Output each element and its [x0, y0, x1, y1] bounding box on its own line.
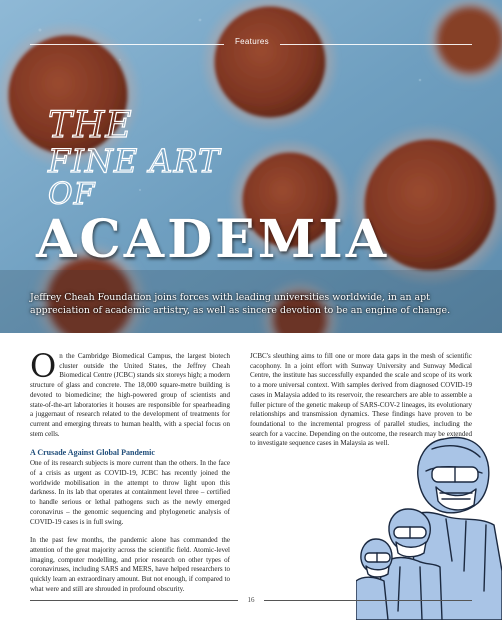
title-main-word: ACADEMIA: [36, 209, 390, 270]
paragraph-jcbc: JCBC's sleuthing aims to fill one or more data gaps in the mesh of scientific cacophony. In a joint effort with Sunway University and Sunway Medical Centre, the institute has successfully expanded the scale and scope of its work to a more universal context. With samples derived from diagnosed COVID-19 cases in Malaysia added to its reservoir, the researchers are able to assemble a fuller picture of the genetic makeup of SARS-COV-2 lineages, its evolutionary relationships and transmission dynamics. These findings have proven to be foundational to the incremental progress of parallel studies, including the search for a vaccine. Depending on the outcome, the research may be extended to investigate sequence cases in Malaysia as well.: [250, 352, 472, 448]
drop-cap: O: [30, 347, 57, 385]
paragraph-intro: [30, 347, 230, 439]
title-line-the: THE: [48, 105, 133, 146]
article-subtitle: Jeffrey Cheah Foundation joins forces with leading universities worldwide, in an apt appreciation of academic artistry, as well as sincere devotion to be an engine of change.: [30, 292, 451, 316]
paragraph-pandemic: In the past few months, the pandemic alone has commanded the attention of the great majority across the scientific field. Atomic-level imaging, computer modelling, and prior research on other types of coronaviruses, including SARS and MERS, have helped researchers to quickly learn an extraordinary amount. But not enough, if compared to what were and still are shrouded in profound obscurity.: [30, 536, 230, 593]
paragraph-intro-text: n the Cambridge Biomedical Campus, the largest biotech cluster outside the United States, the Jeffrey Cheah Biomedical Centre (JCBC) stands six storeys high; a modern structure of glass and concrete. The 18,000 square-metre building is devoted to biomedicine; the high-powered group of scientists and state-of-the-art laboratories it houses are responsible for spearheading a juggernaut of research related to the development of treatments for current and emerging threats to human health, with a special focus on stem cells.: [30, 352, 230, 438]
header-rule-left: [30, 44, 224, 45]
article-column-left: [30, 347, 230, 603]
title-line-fine-art: FINE ART: [48, 142, 221, 180]
title-line-of: OF: [48, 177, 96, 212]
header-rule-right: [280, 44, 472, 45]
page-number: 16: [247, 596, 255, 604]
section-label: Features: [235, 37, 269, 46]
paragraph-crusade: One of its research subjects is more current than the others. In the face of a crisis as urgent as COVID-19, JCBC has recently joined the worldwide mobilisation in the attempt to throw light upon this darkness. In its lab that operates at containment level three – certified to handle serious or lethal pathogens such as the newly emerged coronavirus – the genomic sequencing and phylogenetic analysis of COVID-19 cases is in full swing.: [30, 459, 230, 526]
footer-rule-left: [30, 600, 238, 601]
footer-rule-right: [264, 600, 472, 601]
section-heading: A Crusade Against Global Pandemic: [30, 448, 155, 458]
researchers-illustration: [356, 421, 502, 620]
